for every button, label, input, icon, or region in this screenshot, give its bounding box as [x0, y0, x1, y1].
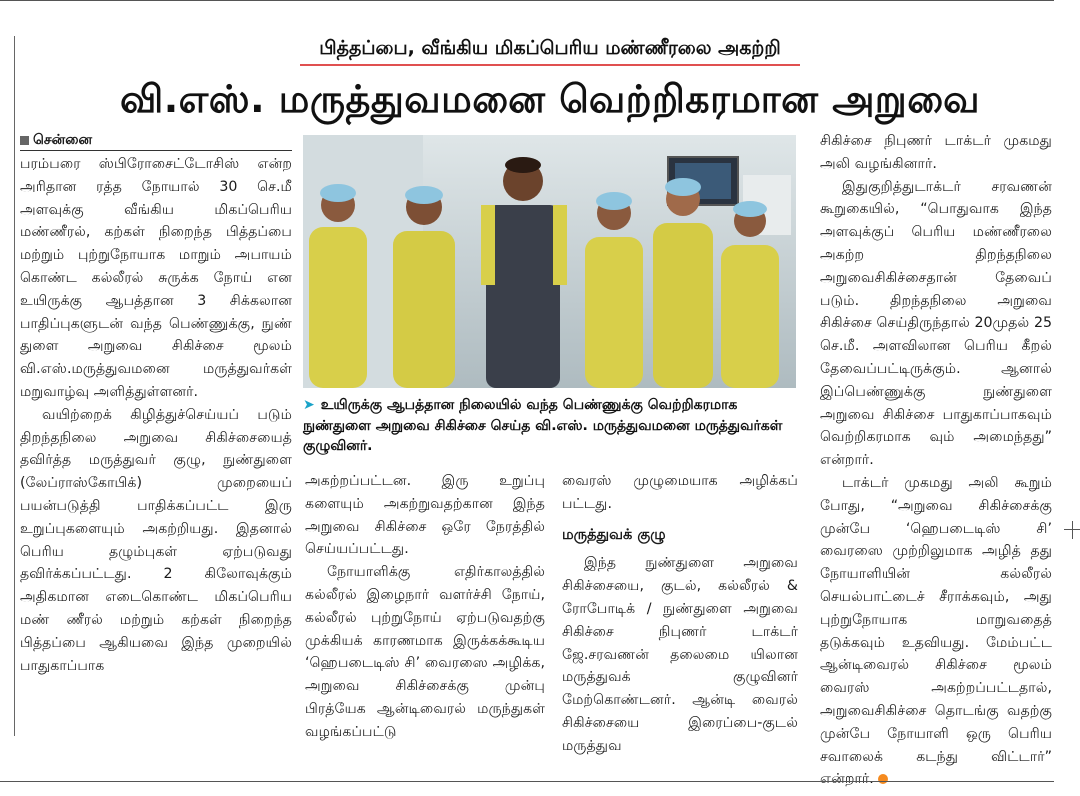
- col4-paragraph-1: சிகிச்சை நிபுணர் டாக்டர் முகமது அலி வழங்கினார்.: [820, 133, 1052, 172]
- col3-paragraph-2: இந்த நுண்துளை அறுவை சிகிச்சையை, குடல், கல்லீரல் & ரோபோடிக் / நுண்துளை அறுவை சிகிச்சை நிபுணர் டாக்டர் ஜே.சரவணன் தலைமை யிலான மருத்துவக் குழுவினர் மேற்கொண்டனர். ஆன்டி வைரல் சிகிச்சையை இரைப்பை-குடல் மருத்துவ: [562, 555, 798, 754]
- col3-paragraph-1: வைரஸ் முழுமையாக அழிக்கப் பட்டது.: [562, 473, 798, 512]
- col2-paragraph-2: நோயாளிக்கு எதிர்காலத்தில் கல்லீரல் இழைநார் வளர்ச்சி நோய், கல்லீரல் புற்றுநோய் ஏற்படுவதற்கு முக்கியக் காரணமாக இருக்கக்கூடிய ‘ஹெபடைடிஸ் சி’ வைரஸை அழிக்க, அறுவை சிகிச்சைக்கு முன்பு பிரத்யேக ஆன்டிவைரல் மருந்துகள் வழங்கப்பட்டு: [305, 564, 545, 740]
- team-photo: [303, 135, 796, 388]
- col2-paragraph-1: அகற்றப்பட்டன. இரு உறுப்பு களையும் அகற்றுவதற்கான இந்த அறுவை சிகிச்சை ஒரே நேரத்தில் செய்யப்பட்டது.: [305, 473, 545, 558]
- col4-paragraph-2: இதுகுறித்துடாக்டர் சரவணன் கூறுகையில், “பொதுவாக இந்த அளவுக்குப் பெரிய மண்ணீரலை அகற்ற திறந்தநிலை அறுவைசிகிச்சைதான் தேவைப் படும். திறந்தநிலை அறுவை சிகிச்சை செய்திருந்தால் 20முதல் 25 செ.மீ. அளவிலான பெரிய கீறல் தேவைப்பட்டிருக்கும். ஆனால் இப்பெண்ணுக்கு நுண்துளை அறுவை சிகிச்சை பாதுகாப்பாகவும் வெற்றிகரமாக வும் அமைந்தது” என்றார்.: [820, 178, 1052, 469]
- article-column-3: [562, 470, 798, 758]
- kicker-headline: பித்தப்பை, வீங்கிய மிகப்பெரிய மண்ணீரலை அகற்றி: [300, 34, 800, 66]
- dateline-text: சென்னை: [33, 132, 93, 148]
- bottom-border: [0, 781, 1054, 782]
- article-column-1: [20, 130, 292, 677]
- col4-paragraph-3: [820, 472, 1052, 791]
- team-photo-illustration: [303, 135, 796, 388]
- photo-caption: [303, 395, 796, 457]
- registration-crosshair-icon: [1064, 521, 1080, 539]
- top-border: [0, 0, 1054, 5]
- col1-paragraph-2: வயிற்றைக் கிழித்துச்செய்யப் படும் திறந்தநிலை அறுவை சிகிச்சையைத் தவிர்த்த மருத்துவர் குழு, நுண்துளை (லேப்ராஸ்கோபிக்) முறையைப் பயன்படுத்தி பாதிக்கப்பட்ட இரு உறுப்புகளையும் அகற்றியது. இதனால் பெரிய தழும்புகள் ஏற்படுவது தவிர்க்கப்பட்டது. 2 கிலோவுக்கும் அதிகமான எடைகொண்ட மிகப்பெரிய மண் ணீரல் மற்றும் கற்கள் நிறைந்த பித்தப்பை ஆகியவை இந்த முறையில் பாதுகாப்பாக: [20, 406, 292, 674]
- article-column-4: [820, 130, 1052, 791]
- left-margin-rule: [14, 36, 15, 736]
- dateline: [20, 130, 292, 151]
- col1-paragraph-1: பரம்பரை ஸ்பிரோசைட்டோசிஸ் என்ற அரிதான ரத்த நோயால் 30 செ.மீ அளவுக்கு வீங்கிய மிகப்பெரிய மண்ணீரல், கற்கள் நிறைந்த பித்தப்பை மற்றும் புற்றுநோயாக மாறும் அபாயம் கொண்ட கல்லீரல் சுருக்க நோய் என உயிருக்கு ஆபத்தான 3 சிக்கலான பாதிப்புகளுடன் வந்த பெண்ணுக்கு, நுண் துளை அறுவை சிகிச்சை மூலம் வி.எஸ்.மருத்துவமனை மருத்துவர்கள் மறுவாழ்வு அளித்துள்ளனர்.: [20, 156, 292, 400]
- caption-arrow-icon: ➤: [303, 397, 315, 413]
- photo-caption-text: உயிருக்கு ஆபத்தான நிலையில் வந்த பெண்ணுக்கு வெற்றிகரமாக நுண்துளை அறுவை சிகிச்சை செய்த வி.எஸ். மருத்துவமனை மருத்துவர்கள் குழுவினர்.: [303, 397, 783, 454]
- article-column-2: [305, 470, 545, 744]
- dateline-square-icon: [20, 136, 29, 145]
- col3-subheading: மருத்துவக் குழு: [562, 526, 666, 543]
- col4-paragraph-3-text: டாக்டர் முகமது அலி கூறும் போது, “அறுவை சிகிச்சைக்கு முன்பே ‘ஹெபடைடிஸ் சி’ வைரஸை முற்றிலுமாக அழித் தது நோயாளியின் கல்லீரல் செயல்பாட்டைச் சீராக்கவும், அது புற்றுநோயாக மாறுவதைத் தடுக்கவும் உதவியது. மேம்பட்ட ஆன்டிவைரல் சிகிச்சை மூலம் வைரஸ் அகற்றப்பட்டதால், அறுவைசிகிச்சை தொடங்கு வதற்கு முன்பே நோயாளி ஒரு பெரிய சவாலைக் கடந்து விட்டார்” என்றார்.: [820, 474, 1052, 788]
- end-of-article-dot-icon: [878, 774, 888, 784]
- main-headline: வி.எஸ். மருத்துவமனை வெற்றிகரமான அறுவை: [119, 77, 981, 121]
